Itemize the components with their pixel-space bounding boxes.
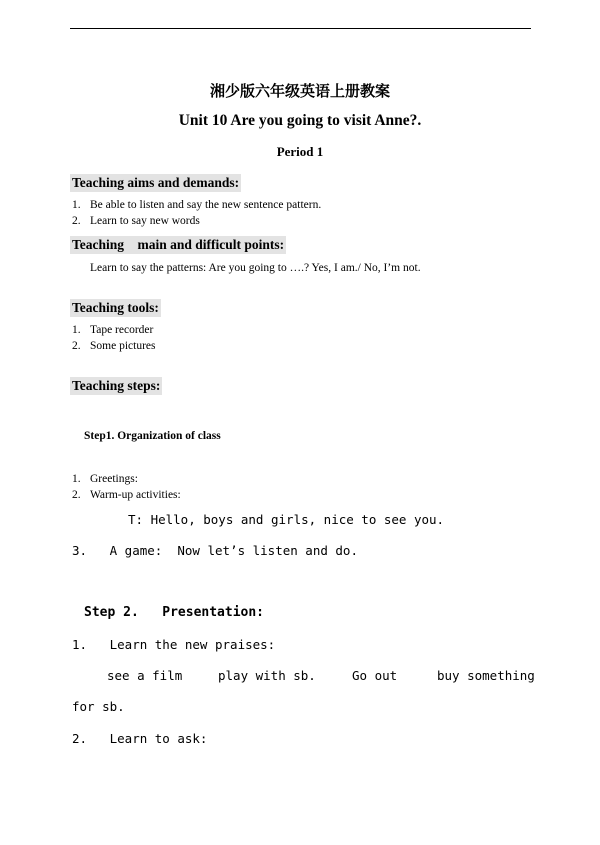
list-text: Tape recorder xyxy=(90,324,154,336)
step2-item-2: 2. Learn to ask: xyxy=(72,731,208,746)
document-title-chinese: 湘少版六年级英语上册教案 xyxy=(209,82,390,100)
header-rule xyxy=(70,28,531,29)
list-text: Be able to listen and say the new sentence pattern. xyxy=(90,199,322,211)
unit-title: Unit 10 Are you going to visit Anne?. xyxy=(178,112,422,129)
step2-title: Step 2. Presentation: xyxy=(84,605,265,620)
points-heading xyxy=(70,236,286,254)
list-text: Some pictures xyxy=(90,340,156,352)
list-text: Warm-up activities: xyxy=(90,489,181,501)
step1-title: Step1. Organization of class xyxy=(84,430,221,442)
list-number: 1. xyxy=(72,324,81,336)
list-number: 2. xyxy=(72,489,81,501)
tools-heading: Teaching tools: xyxy=(72,300,159,315)
phrase: see a film xyxy=(107,668,183,683)
phrase: buy something xyxy=(437,668,535,683)
phrase: Go out xyxy=(352,668,398,683)
list-text: Greetings: xyxy=(90,473,138,485)
points-heading-text: Teaching main and difficult points: xyxy=(72,237,285,252)
list-number: 1. xyxy=(72,473,81,485)
points-text: Learn to say the patterns: Are you going to ….? Yes, I am./ No, I’m not. xyxy=(90,262,421,274)
step2-item-1: 1. Learn the new praises: xyxy=(72,637,276,652)
period-label: Period 1 xyxy=(276,144,324,159)
phrase: play with sb. xyxy=(218,668,316,683)
list-number: 2. xyxy=(72,215,81,227)
aims-heading: Teaching aims and demands: xyxy=(72,175,240,190)
list-number: 1. xyxy=(72,199,81,211)
phrase-continuation: for sb. xyxy=(72,699,125,714)
list-text: Learn to say new words xyxy=(90,215,200,227)
steps-heading: Teaching steps: xyxy=(72,378,161,393)
dialogue-line: T: Hello, boys and girls, nice to see you. xyxy=(128,512,445,527)
list-number: 2. xyxy=(72,340,81,352)
game-line: 3. A game: Now let’s listen and do. xyxy=(72,543,358,558)
